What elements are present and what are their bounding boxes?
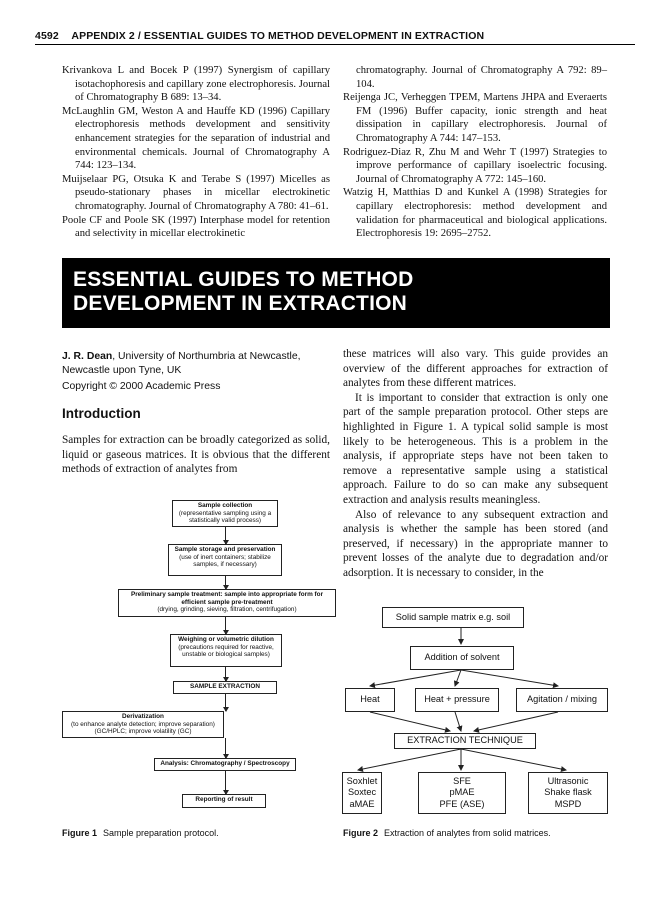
flow-arrow [225, 771, 226, 794]
flow-step-box: Sample storage and preservation (use of inert containers; stabilize samples, if necessary) [168, 544, 282, 576]
flow-arrow [225, 527, 226, 544]
solvent-box: Addition of solvent [410, 646, 514, 670]
page-number: 4592 [35, 30, 59, 42]
references-left-column [62, 64, 330, 241]
header-title: APPENDIX 2 / ESSENTIAL GUIDES TO METHOD DEVELOPMENT IN EXTRACTION [71, 30, 485, 42]
article-title-banner [62, 258, 610, 328]
matrix-box: Solid sample matrix e.g. soil [382, 607, 524, 628]
header-rule [35, 44, 635, 45]
reference-entry: McLaughlin GM, Weston A and Hauffe KD (1996) Capillary electrophoresis methods development and sensitivity enhancement strategies for the separation of industrial and environmental chemicals. Journal of Chromatography A 744: 123–134. [62, 105, 330, 172]
technique-group-box: SFE pMAE PFE (ASE) [418, 772, 506, 814]
flow-step-box: Weighing or volumetric dilution (precautions required for reactive, unstable or biological samples) [170, 634, 282, 667]
title-line-2: DEVELOPMENT IN EXTRACTION [73, 292, 408, 315]
flow-step-box: Sample collection (representative sampling using a statistically valid process) [172, 500, 278, 527]
flow-step-box: Derivatization (to enhance analyte detection; improve separation) (GC/HPLC; improve volatility (GC) [62, 711, 224, 738]
flow-step-box: SAMPLE EXTRACTION [173, 681, 277, 694]
title-line-1: ESSENTIAL GUIDES TO METHOD [73, 268, 414, 291]
figure-2-caption: Figure 2 Extraction of analytes from solid matrices. [343, 828, 551, 838]
reference-continuation: chromatography. Journal of Chromatography A 792: 89–104. [356, 65, 607, 90]
extraction-technique-box: EXTRACTION TECHNIQUE [394, 733, 536, 749]
flow-arrow [225, 617, 226, 634]
reference-entry: Rodriguez-Diaz R, Zhu M and Wehr T (1997) Strategies to improve performance of capillary isoelectric focusing. Journal of Chromatography A 772: 145–160. [343, 146, 607, 185]
figure-1-flowchart [60, 500, 332, 818]
figure-2-flowchart [340, 600, 612, 820]
running-header [35, 30, 635, 42]
section-heading: Introduction [62, 406, 141, 421]
references-right-column [343, 64, 607, 241]
reference-entry: Reijenga JC, Verheggen TPEM, Martens JHPA and Everaerts FM (1996) Buffer capacity, ionic strength and heat dissipation in capillary electrophoresis. Journal of Chromatography A 744: 147–153. [343, 92, 607, 144]
author-block [62, 350, 332, 378]
copyright-line: Copyright © 2000 Academic Press [62, 381, 221, 392]
flow-arrow [225, 738, 226, 758]
intro-right-column [343, 347, 608, 581]
flow-step-box: Preliminary sample treatment: sample into appropriate form for efficient sample pre-treatment (drying, grinding, sieving, filtration, centrifugation) [118, 589, 336, 617]
flow-step-box: Analysis: Chromatography / Spectroscopy [154, 758, 296, 771]
author-name: J. R. Dean [62, 351, 113, 362]
flow-arrow [225, 694, 226, 711]
figure-1-caption: Figure 1 Sample preparation protocol. [62, 828, 219, 838]
body-paragraph: these matrices will also vary. This guide provides an overview of the different approaches for extraction of analytes from these different matrices. [343, 348, 608, 390]
technique-group-box: Soxhlet Soxtec aMAE [342, 772, 382, 814]
method-box-heat-pressure: Heat + pressure [415, 688, 499, 712]
author-affiliation: , University of Northumbria at Newcastle, Newcastle upon Tyne, UK [62, 351, 301, 376]
flow-arrow [225, 667, 226, 681]
body-paragraph: It is important to consider that extraction is only one part of the sample preparation protocol. Other steps are highlighted in Figure 1. A typical solid sample is most likely to be heterogeneous. This is a problem in the analysis, if appropriate steps have not been taken to remove a representative sample using a statistical approach. Failure to do so can make any subsequent extraction and analysis results meaningless. [343, 391, 608, 506]
reference-entry: Watzig H, Matthias D and Kunkel A (1998) Strategies for capillary electrophoresis: method development and validation for pharmaceutical and biological applications. Electrophoresis 19: 2695–2752. [343, 187, 607, 240]
reference-entry: Poole CF and Poole SK (1997) Interphase model for retention and selectivity in micellar electrokinetic [62, 214, 330, 240]
technique-group-box: Ultrasonic Shake flask MSPD [528, 772, 608, 814]
method-box-agitation: Agitation / mixing [516, 688, 608, 712]
reference-entry: Muijselaar PG, Otsuka K and Terabe S (1997) Micelles as pseudo-stationary phases in micellar electrokinetic chromatography. Journal of Chromatography A 780: 41–61. [62, 173, 330, 212]
body-paragraph: Also of relevance to any subsequent extraction and analysis is whether the sample has been stored (and preserved, if necessary) in the appropriate manner to prevent losses of the analyte due to degradation and/or adsorption. It is necessary to consider, in the [343, 508, 608, 579]
flow-step-box: Reporting of result [182, 794, 266, 808]
flow-arrow [225, 576, 226, 589]
method-box-heat: Heat [345, 688, 395, 712]
intro-paragraph: Samples for extraction can be broadly categorized as solid, liquid or gaseous matrices. It is obvious that the different methods of extraction of analytes from [62, 434, 330, 476]
reference-entry: Krivankova L and Bocek P (1997) Synergism of capillary isotachophoresis and capillary zone electrophoresis. Journal of Chromatography B 689: 13–34. [62, 65, 330, 104]
